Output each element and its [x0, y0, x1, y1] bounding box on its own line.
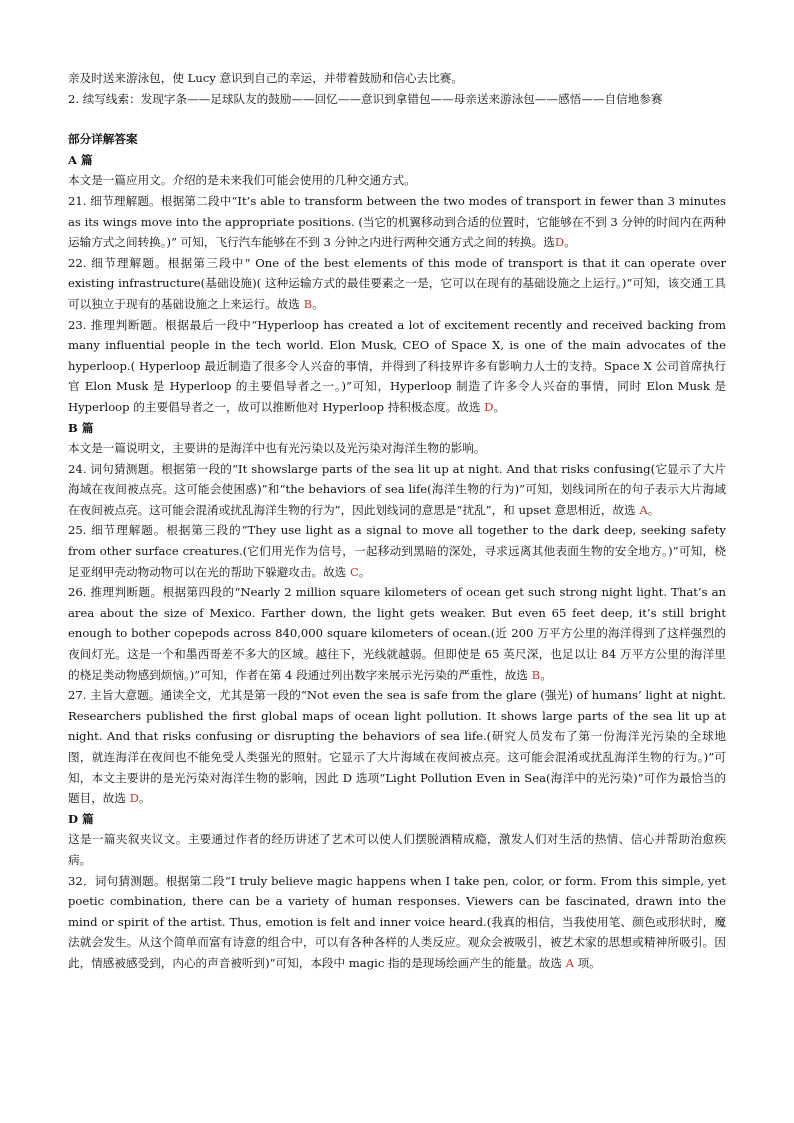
explanation-text: 24. 词句猜测题。根据第一段的“It showslarge parts of the sea lit up at night. And that risks confusing(它显示了大片海域在夜间被点亮。这可能会使困惑)”和“the behaviors of sea life(海洋生物的行为)”可知，划线词所在的句子表示大片海域在夜间被点亮。这可能会混淆或扰乱海洋生物的行为”，因此划线词的意思是“扰乱”，和 upset 意思相近，故选	[68, 461, 726, 517]
explanation-text: 22. 细节理解题。根据第三段中“ One of the best elements of this mode of transport is that it can operate over existing infrastructure(基础设施)( 这种运输方式的最佳要素之一是，它可以在现有的基础设施之上运行。)”可知，该交通工具可以独立于现有的基础设施之上来运行。故选	[68, 255, 726, 311]
answer-letter: A	[565, 955, 574, 970]
answer-item-23	[68, 315, 726, 418]
explanation-text: 21. 细节理解题。根据第二段中“It’s able to transform between the two modes of transport in fewer than 3 minutes as its wings move into the appropriate positions. (当它的机翼移动到合适的位置时，它能够在不到 3 分钟的时间内在两种运输方式之间转换。)” 可知，飞行汽车能够在不到 3 分钟之内进行两种交通方式之间的转换。选	[68, 193, 726, 250]
explanation-end: 。	[138, 791, 151, 806]
section-title: 部分详解答案	[68, 132, 138, 147]
answer-letter: B	[303, 296, 313, 311]
explanation-end: 。	[493, 399, 506, 414]
passage-a-label: A 篇	[68, 152, 93, 167]
answer-letter: D	[484, 399, 494, 414]
explanation-end: 。	[540, 667, 552, 682]
explanation-end: 。	[647, 502, 660, 517]
answer-item-21	[68, 191, 726, 253]
explanation-text: 26. 推理判断题。根据第四段的“Nearly 2 million square kilometers of ocean get such strong night light. That’s an area about the size of Mexico. Farther down, the light gets weaker. But even 65 feet deep, it’s still bright enough to bother copepods across 840,000 square kilometers of ocean.(近 200 万平方公里的海洋得到了这样强烈的夜间灯光。这是一个和墨西哥差不多大的区域。越往下，光线就越弱。但即使是 65 英尺深，也足以让 84 万平方公里的海洋里的桡足类动物感到烦恼。)”可知，作者在第 4 段通过列出数字来展示光污染的严重性，故选	[68, 585, 726, 682]
explanation-text: 23. 推理判断题。根据最后一段中“Hyperloop has created a lot of excitement recently and received backing from many influential people in the tech world. Elon Musk, CEO of Space X, is one of the main advocates of the hyperloop.( Hyperloop 最近制造了很多令人兴奋的事情，并得到了科技界许多有影响力人士的支持。Space X 公司首席执行官 Elon Musk 是 Hyperloop 的主要倡导者之一。)”可知，Hyperloop 制造了许多令人兴奋的事情，同时 Elon Musk 是 Hyperloop 的主要倡导者之一，故可以推断他对 Hyperloop 持积极态度。故选	[68, 317, 726, 414]
passage-d-summary: 这是一篇夹叙夹议文。主要通过作者的经历讲述了艺术可以使人们摆脱酒精成瘾，激发人们对生活的热情、信心并帮助治愈疾病。	[68, 832, 726, 867]
answer-letter: B	[531, 667, 541, 682]
intro-line-1: 亲及时送来游泳包，使 Lucy 意识到自己的幸运，并带着鼓励和信心去比赛。	[68, 71, 463, 85]
answer-item-26	[68, 582, 726, 685]
explanation-end: 。	[564, 235, 576, 250]
answer-letter: D	[129, 791, 139, 806]
answer-letter: A	[639, 502, 648, 517]
passage-b-summary: 本文是一篇说明文，主要讲的是海洋中也有光污染以及光污染对海洋生物的影响。	[68, 441, 486, 456]
document-page	[68, 68, 726, 974]
spacer	[68, 109, 726, 129]
explanation-text: 25. 细节理解题。根据第三段的“They use light as a signal to move all together to the dark deep, seeking safety from other surface creatures.(它们用光作为信号，一起移动到黑暗的深处，寻求远离其他表面生物的安全地方。)”可知，桡足亚纲甲壳动物动物可以在光的帮助下躲避攻击。故选	[68, 523, 726, 579]
answer-item-24	[68, 459, 726, 521]
intro-line-2: 2. 续写线索：发现字条——足球队友的鼓励——回忆——意识到拿错包——母亲送来游泳包——感悟——自信地参赛	[68, 91, 663, 106]
passage-a-summary: 本文是一篇应用文。介绍的是未来我们可能会使用的几种交通方式。	[68, 173, 416, 188]
explanation-end: 。	[358, 564, 371, 579]
answer-letter: C	[349, 564, 359, 579]
explanation-text: 32．词句猜测题。根据第二段“I truly believe magic happens when I take pen, color, or form. From this simple, yet poetic combination, there can be a variety of human responses. Viewers can be fascinated, drawn into the mind or spirit of the artist. Thus, emotion is felt and inner voice heard.(我真的相信，当我使用笔、颜色或形状时，魔法就会发生。从这个简单而富有诗意的组合中，可以有各种各样的人类反应。观众会被吸引，被艺术家的思想或精神所吸引。因此，情感被感受到，内心的声音被听到)”可知，本段中 magic 指的是现场绘画产生的能量。故选	[68, 873, 726, 970]
answer-letter: D	[554, 235, 565, 250]
answer-item-25	[68, 520, 726, 582]
explanation-text: 27. 主旨大意题。通读全文，尤其是第一段的“Not even the sea is safe from the glare (强光) of humans’ light at night. Researchers published the first global maps of ocean light pollution. It shows large parts of the sea lit up at night. And that risks confusing or disrupting the behaviors of sea life.(研究人员发布了第一份海洋光污染的全球地图，就连海洋在夜间也不能免受人类强光的照射。它显示了大片海域在夜间被点亮。这可能会混淆或扰乱海洋生物的行为。)”可知，本文主要讲的是光污染对海洋生物的影响，因此 D 选项“Light Pollution Even in Sea(海洋中的光污染)”可作为最恰当的题目，故选	[68, 688, 726, 806]
explanation-end: 项。	[573, 955, 601, 970]
passage-d-label: D 篇	[68, 811, 94, 826]
answer-item-27	[68, 685, 726, 809]
answer-item-32	[68, 871, 726, 974]
passage-b-label: B 篇	[68, 420, 94, 435]
explanation-end: 。	[312, 296, 324, 311]
answer-item-22	[68, 253, 726, 315]
